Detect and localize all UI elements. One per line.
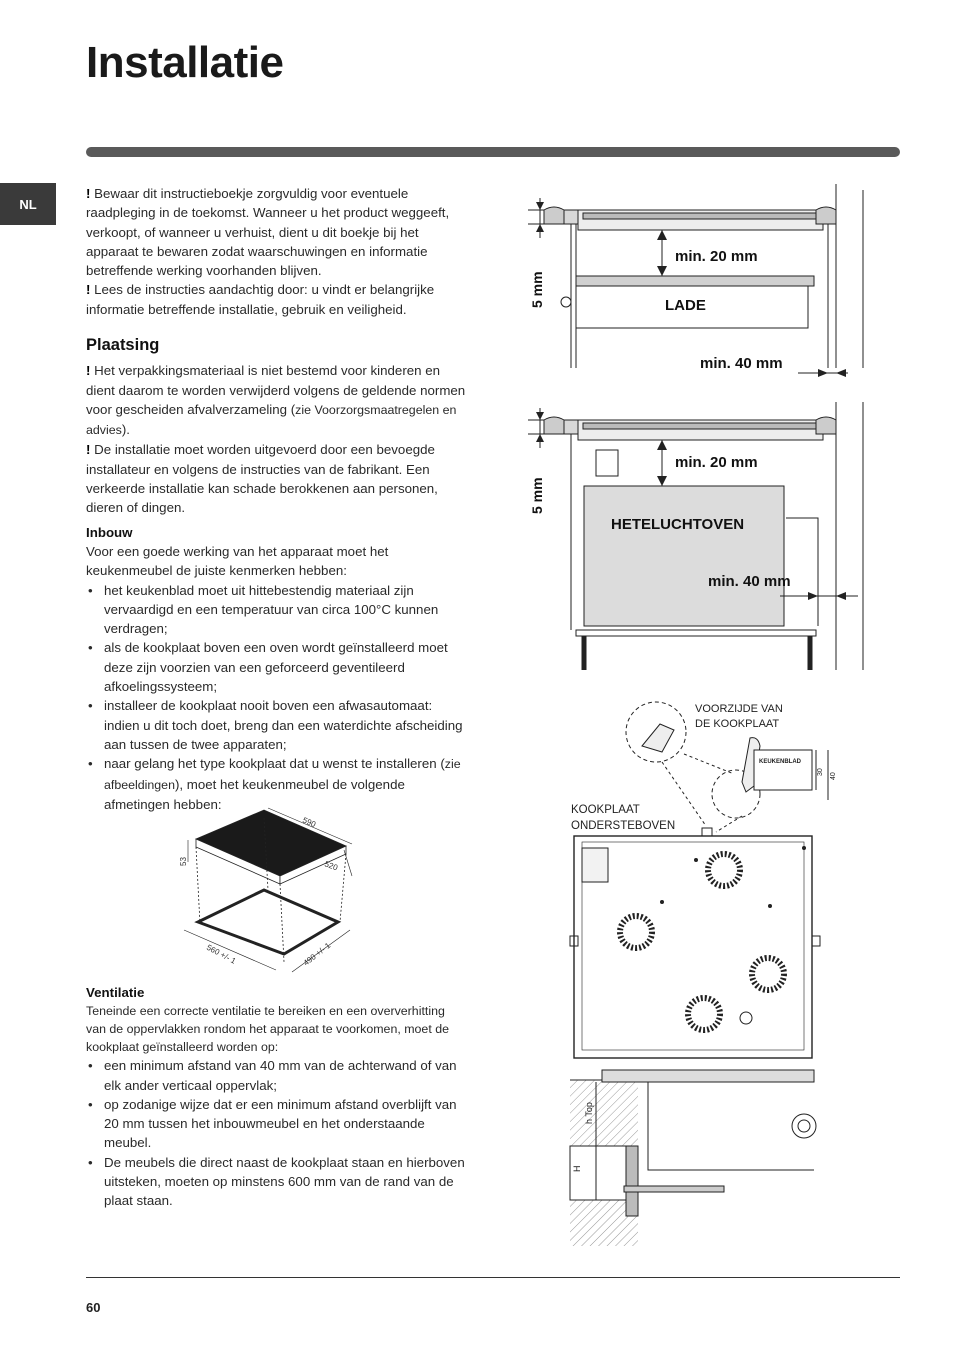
list-item: • installeer de kookplaat nooit boven een afwasautomaat: indien u dit toch doet, breng dan een waterdichte afscheiding aan tussen de twee apparaten; <box>86 696 466 754</box>
dimension-label: 53 <box>179 857 188 866</box>
list-item: • een minimum afstand van 40 mm van de achterwand of van elk ander verticaal oppervlak; <box>86 1056 466 1095</box>
warning-mark: ! <box>86 186 95 201</box>
dimension-label: h Top <box>584 1102 594 1124</box>
dimension-label: 520 <box>323 859 339 873</box>
ventilatie-intro: Teneinde een correcte ventilatie te bereiken en een oververhitting van de oppervlakken rondom het apparaat te voorkomen, moet de kookplaat geïnstalleerd worden op: <box>86 1004 449 1055</box>
plaatsing-paragraph-2: ! De installatie moet worden uitgevoerd door een bevoegde installateur en volgens de instructies van de fabrikant. Een verkeerde installatie kan schade berokkenen aan personen, dieren of dingen. <box>86 442 438 516</box>
ventilatie-list <box>86 1056 466 1210</box>
clearance-label: min. 20 mm <box>675 454 758 471</box>
list-item: • De meubels die direct naast de kookplaat staan en hierboven uitsteken, moeten op minstens 600 mm van de rand van de plaat staan. <box>86 1153 466 1211</box>
callout-label: VOORZIJDE VAN <box>695 703 783 715</box>
plaatsing-section <box>86 336 466 814</box>
page-title: Installatie <box>86 38 284 87</box>
dimension-label: 40 <box>830 772 837 780</box>
ventilatie-heading: Ventilatie <box>86 985 145 1000</box>
dimension-label: H <box>572 1165 582 1172</box>
intro-paragraph-1: ! Bewaar dit instructieboekje zorgvuldig voor eventuele raadpleging in de toekomst. Wanneer u het product weggeeft, verkoopt, of wanneer u verhuist, dient u dit boekje bij het apparaat te bewaren zodat waarschuwingen en informatie betreffende werking voorhanden blijven. <box>86 186 450 279</box>
dimension-label: 560 +/- 1 <box>205 942 238 966</box>
gap-label: 5 mm <box>529 271 545 308</box>
drawer-installation-drawing <box>518 180 868 380</box>
warning-mark: ! <box>86 282 95 298</box>
hob-underside-drawing <box>566 696 846 1066</box>
callout-label: ONDERSTEBOVEN <box>571 820 676 832</box>
dimension-label: 30 <box>817 768 824 776</box>
plaatsing-paragraph-1: ! Het verpakkingsmateriaal is niet bestemd voor kinderen en dient daarom te worden verwijderd volgens de geldende normen voor gescheiden afvalverzameling (zie Voorzorgsmaatregelen en advies). <box>86 363 466 438</box>
clearance-label: min. 40 mm <box>708 573 791 590</box>
language-tab: NL <box>0 183 56 225</box>
dimension-label: 490 +/- 1 <box>301 940 333 968</box>
reference-link: zie Voorzorgsmaatregelen en advies <box>86 402 457 438</box>
worktop-label: KEUKENBLAD <box>759 759 801 765</box>
intro-paragraph-2: ! Lees de instructies aandachtig door: u vindt er belangrijke informatie betreffende installatie, gebruik en veiligheid. <box>86 282 435 317</box>
cutout-dimension-drawing <box>176 804 366 984</box>
inbouw-intro: Voor een goede werking van het apparaat moet het keukenmeubel de juiste kenmerken hebben: <box>86 543 389 579</box>
list-item: • op zodanige wijze dat er een minimum afstand overblijft van 20 mm tussen het inbouwmeubel en het onderstaande meubel. <box>86 1095 466 1153</box>
page-number: 60 <box>86 1300 101 1315</box>
intro-section <box>86 184 466 319</box>
clearance-label: min. 40 mm <box>700 355 783 372</box>
drawer-label: LADE <box>665 297 706 314</box>
list-item: • het keukenblad moet uit hittebestendig materiaal zijn vervaardigd en een temperatuur van circa 100°C kunnen verdragen; <box>86 581 466 639</box>
inbouw-heading: Inbouw <box>86 524 133 540</box>
ventilatie-section <box>86 983 466 1211</box>
hob-section-drawing <box>566 1066 818 1246</box>
callout-label: KOOKPLAAT <box>571 804 640 816</box>
dimension-label: 590 <box>301 815 318 830</box>
title-rule <box>86 147 900 157</box>
inbouw-list <box>86 581 466 815</box>
list-item: • naar gelang het type kookplaat dat u wenst te installeren (zie afbeeldingen), moet het keukenmeubel de volgende afmetingen hebben: <box>86 754 466 814</box>
oven-label: HETELUCHTOVEN <box>611 516 745 533</box>
plaatsing-heading: Plaatsing <box>86 336 160 354</box>
clearance-label: min. 20 mm <box>675 248 758 265</box>
footer-rule <box>86 1277 900 1278</box>
oven-installation-drawing <box>518 398 868 673</box>
gap-label: 5 mm <box>529 477 545 514</box>
callout-label: DE KOOKPLAAT <box>695 718 780 730</box>
list-item: • als de kookplaat boven een oven wordt geïnstalleerd moet deze zijn voorzien van een geforceerd geventileerd afkoelingssysteem; <box>86 638 466 696</box>
